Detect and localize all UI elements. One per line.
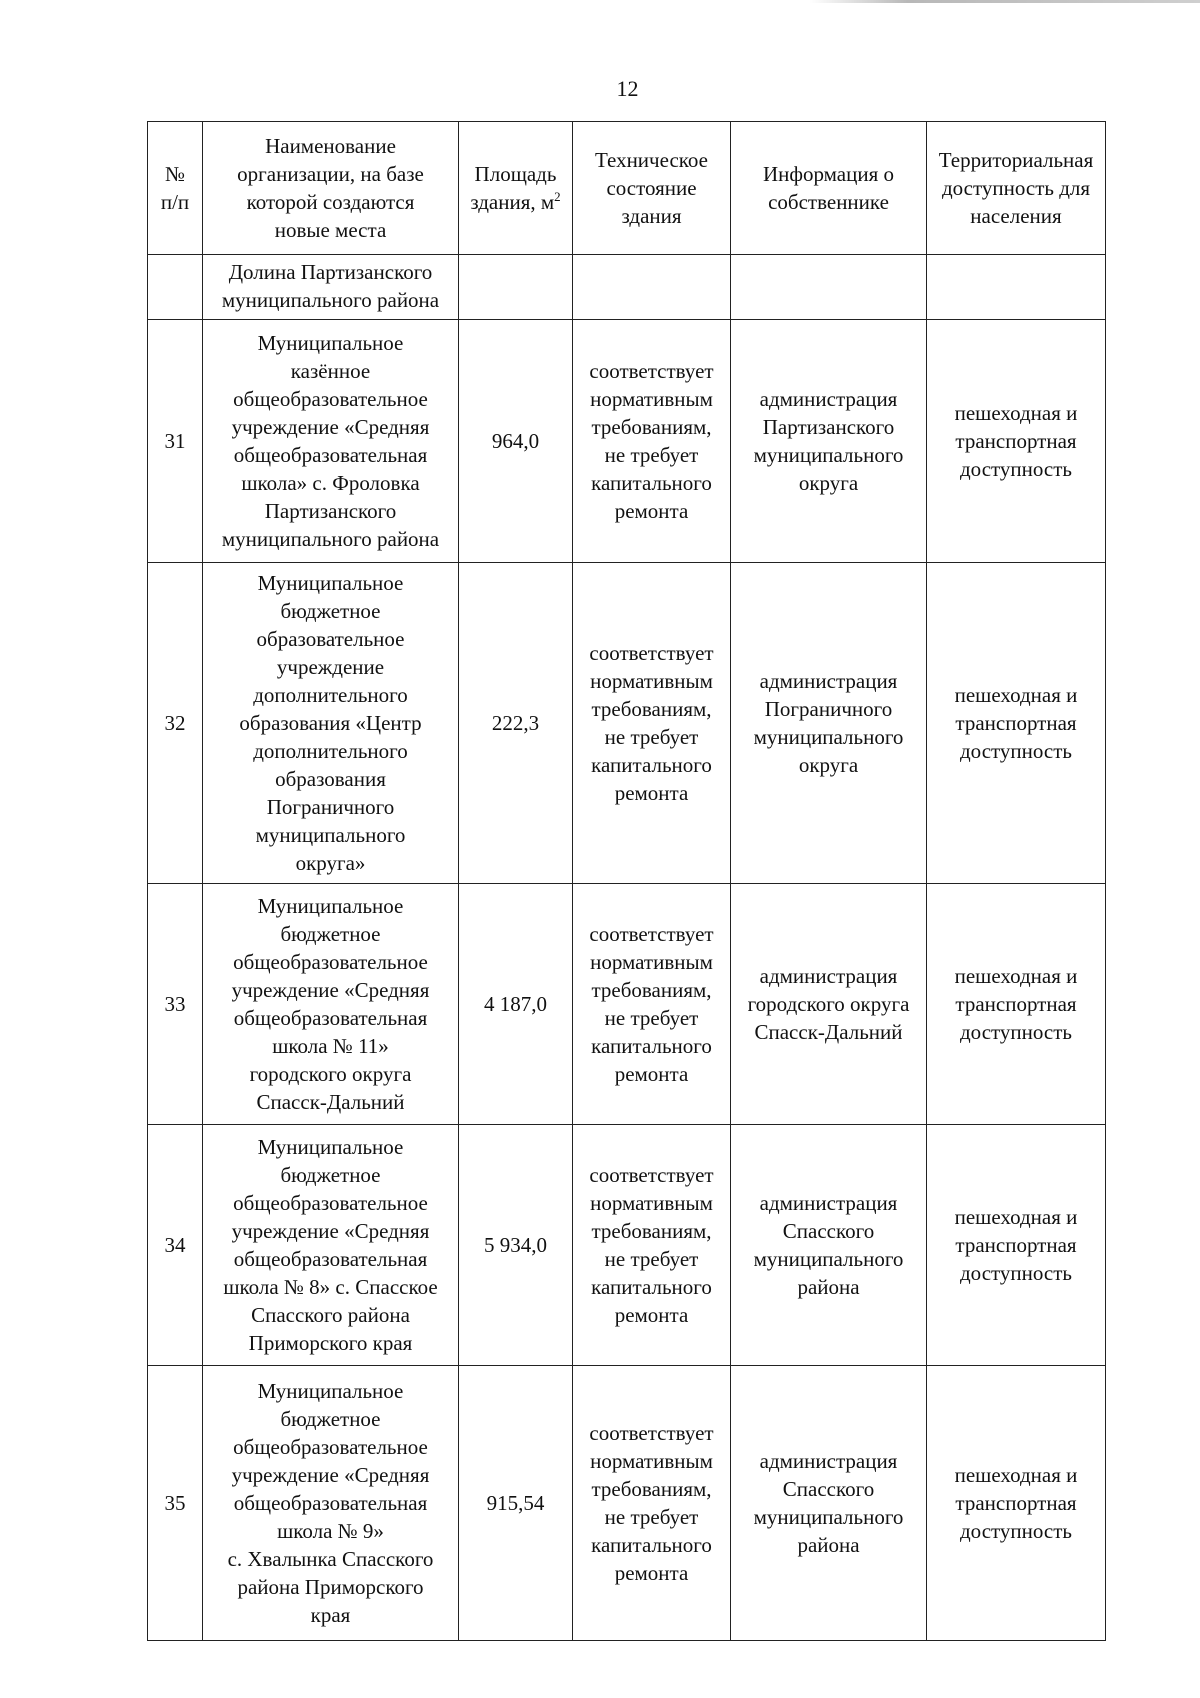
cell-state: соответствует нормативным требованиям, не требует капитального ремонта — [573, 1125, 731, 1366]
cell-area: 5 934,0 — [459, 1125, 573, 1366]
cell-area: 964,0 — [459, 320, 573, 563]
cell-organization-name: Муниципальное бюджетное общеобразовательное учреждение «Средняя общеобразовательная школа № 11» городского округа Спасск-Дальний — [203, 884, 459, 1125]
cell-owner: администрация Партизанского муниципального округа — [731, 320, 927, 563]
header-technical-state: Техническое состояние здания — [573, 122, 731, 255]
cell-owner: администрация Пограничного муниципального округа — [731, 563, 927, 884]
cell-access: пешеходная и транспортная доступность — [927, 1366, 1106, 1641]
cell-area — [459, 255, 573, 320]
header-territorial-access: Территориальная доступность для населения — [927, 122, 1106, 255]
cell-state: соответствует нормативным требованиям, не требует капитального ремонта — [573, 563, 731, 884]
cell-number: 35 — [148, 1366, 203, 1641]
cell-owner: администрация Спасского муниципального района — [731, 1125, 927, 1366]
cell-number — [148, 255, 203, 320]
cell-state: соответствует нормативным требованиям, не требует капитального ремонта — [573, 884, 731, 1125]
cell-access: пешеходная и транспортная доступность — [927, 320, 1106, 563]
header-building-area: Площадь здания, $м^2$ — [459, 122, 573, 255]
cell-owner: администрация городского округа Спасск-Дальний — [731, 884, 927, 1125]
cell-number: 33 — [148, 884, 203, 1125]
table-row-continuation — [148, 255, 1106, 320]
header-owner-info: Информация о собственнике — [731, 122, 927, 255]
cell-owner — [731, 255, 927, 320]
cell-area: 4 187,0 — [459, 884, 573, 1125]
table-row — [148, 1366, 1106, 1641]
cell-organization-name: Муниципальное бюджетное общеобразовательное учреждение «Средняя общеобразовательная школа № 8» с. Спасское Спасского района Приморского края — [203, 1125, 459, 1366]
cell-number: 34 — [148, 1125, 203, 1366]
organizations-table — [147, 121, 1106, 1641]
cell-access — [927, 255, 1106, 320]
cell-organization-name: Муниципальное бюджетное общеобразовательное учреждение «Средняя общеобразовательная школа № 9» с. Хвалынка Спасского района Приморского края — [203, 1366, 459, 1641]
table-row — [148, 320, 1106, 563]
header-organization-name: Наименование организации, на базе которой создаются новые места — [203, 122, 459, 255]
scan-edge-artifact — [810, 0, 1200, 3]
cell-state: соответствует нормативным требованиям, не требует капитального ремонта — [573, 320, 731, 563]
cell-organization-name: Муниципальное бюджетное образовательное учреждение дополнительного образования «Центр дополнительного образования Пограничного муниципального округа» — [203, 563, 459, 884]
cell-access: пешеходная и транспортная доступность — [927, 884, 1106, 1125]
table-row — [148, 563, 1106, 884]
cell-number: 31 — [148, 320, 203, 563]
table-header-row — [148, 122, 1106, 255]
area-unit-superscript: 2 — [554, 189, 561, 204]
cell-organization-name: Долина Партизанского муниципального района — [203, 255, 459, 320]
cell-state — [573, 255, 731, 320]
cell-organization-name: Муниципальное казённое общеобразовательное учреждение «Средняя общеобразовательная школа» с. Фроловка Партизанского муниципального района — [203, 320, 459, 563]
cell-area: 915,54 — [459, 1366, 573, 1641]
table-row — [148, 1125, 1106, 1366]
cell-number: 32 — [148, 563, 203, 884]
header-number: № п/п — [148, 122, 203, 255]
cell-access: пешеходная и транспортная доступность — [927, 1125, 1106, 1366]
cell-owner: администрация Спасского муниципального района — [731, 1366, 927, 1641]
table-row — [148, 884, 1106, 1125]
cell-access: пешеходная и транспортная доступность — [927, 563, 1106, 884]
page-number: 12 — [616, 76, 639, 101]
cell-state: соответствует нормативным требованиям, не требует капитального ремонта — [573, 1366, 731, 1641]
cell-area: 222,3 — [459, 563, 573, 884]
